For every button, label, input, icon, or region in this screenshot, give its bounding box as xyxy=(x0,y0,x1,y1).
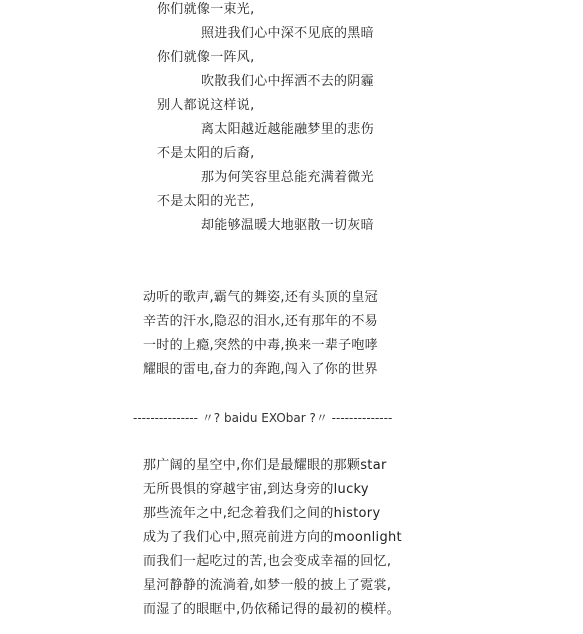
poem-line: 那为何笑容里总能充满着微光 xyxy=(201,170,374,185)
poem-line: 吹散我们心中挥洒不去的阴霾 xyxy=(201,74,374,89)
poem-line: 你们就像一束光, xyxy=(157,2,255,17)
paragraph-line: 无所畏惧的穿越宇宙,到达身旁的lucky xyxy=(143,482,369,497)
poem-line: 别人都说这样说, xyxy=(157,98,255,113)
paragraph-line: 而我们一起吃过的苦,也会变成幸福的回忆, xyxy=(143,554,392,569)
poem-line: 照进我们心中深不见底的黑暗 xyxy=(201,26,374,41)
poem-line: 却能够温暖大地驱散一切灰暗 xyxy=(201,218,374,233)
paragraph-line: 星河静静的流淌着,如梦一般的披上了霓裳, xyxy=(143,578,392,593)
paragraph-line: 一时的上瘾,突然的中毒,换来一辈子咆哮 xyxy=(143,338,378,353)
section-separator: --------------- 〃? baidu EXObar ?〃 -------------- xyxy=(133,411,393,425)
paragraph-line: 成为了我们心中,照亮前进方向的moonlight xyxy=(143,530,402,545)
paragraph-line: 那些流年之中,纪念着我们之间的history xyxy=(143,506,381,521)
paragraph-line: 那广阔的星空中,你们是最耀眼的那颗star xyxy=(143,458,387,473)
poem-line: 不是太阳的光芒, xyxy=(157,194,255,209)
paragraph-line: 耀眼的雷电,奋力的奔跑,闯入了你的世界 xyxy=(143,362,378,377)
poem-line: 离太阳越近越能融梦里的悲伤 xyxy=(201,122,374,137)
paragraph-line: 而湿了的眼眶中,仍依稀记得的最初的模样。 xyxy=(143,602,401,617)
paragraph-line: 动听的歌声,霸气的舞姿,还有头顶的皇冠 xyxy=(143,290,378,305)
paragraph-line: 辛苦的汗水,隐忍的泪水,还有那年的不易 xyxy=(143,314,378,329)
poem-line: 你们就像一阵风, xyxy=(157,50,255,65)
poem-line: 不是太阳的后裔, xyxy=(157,146,255,161)
